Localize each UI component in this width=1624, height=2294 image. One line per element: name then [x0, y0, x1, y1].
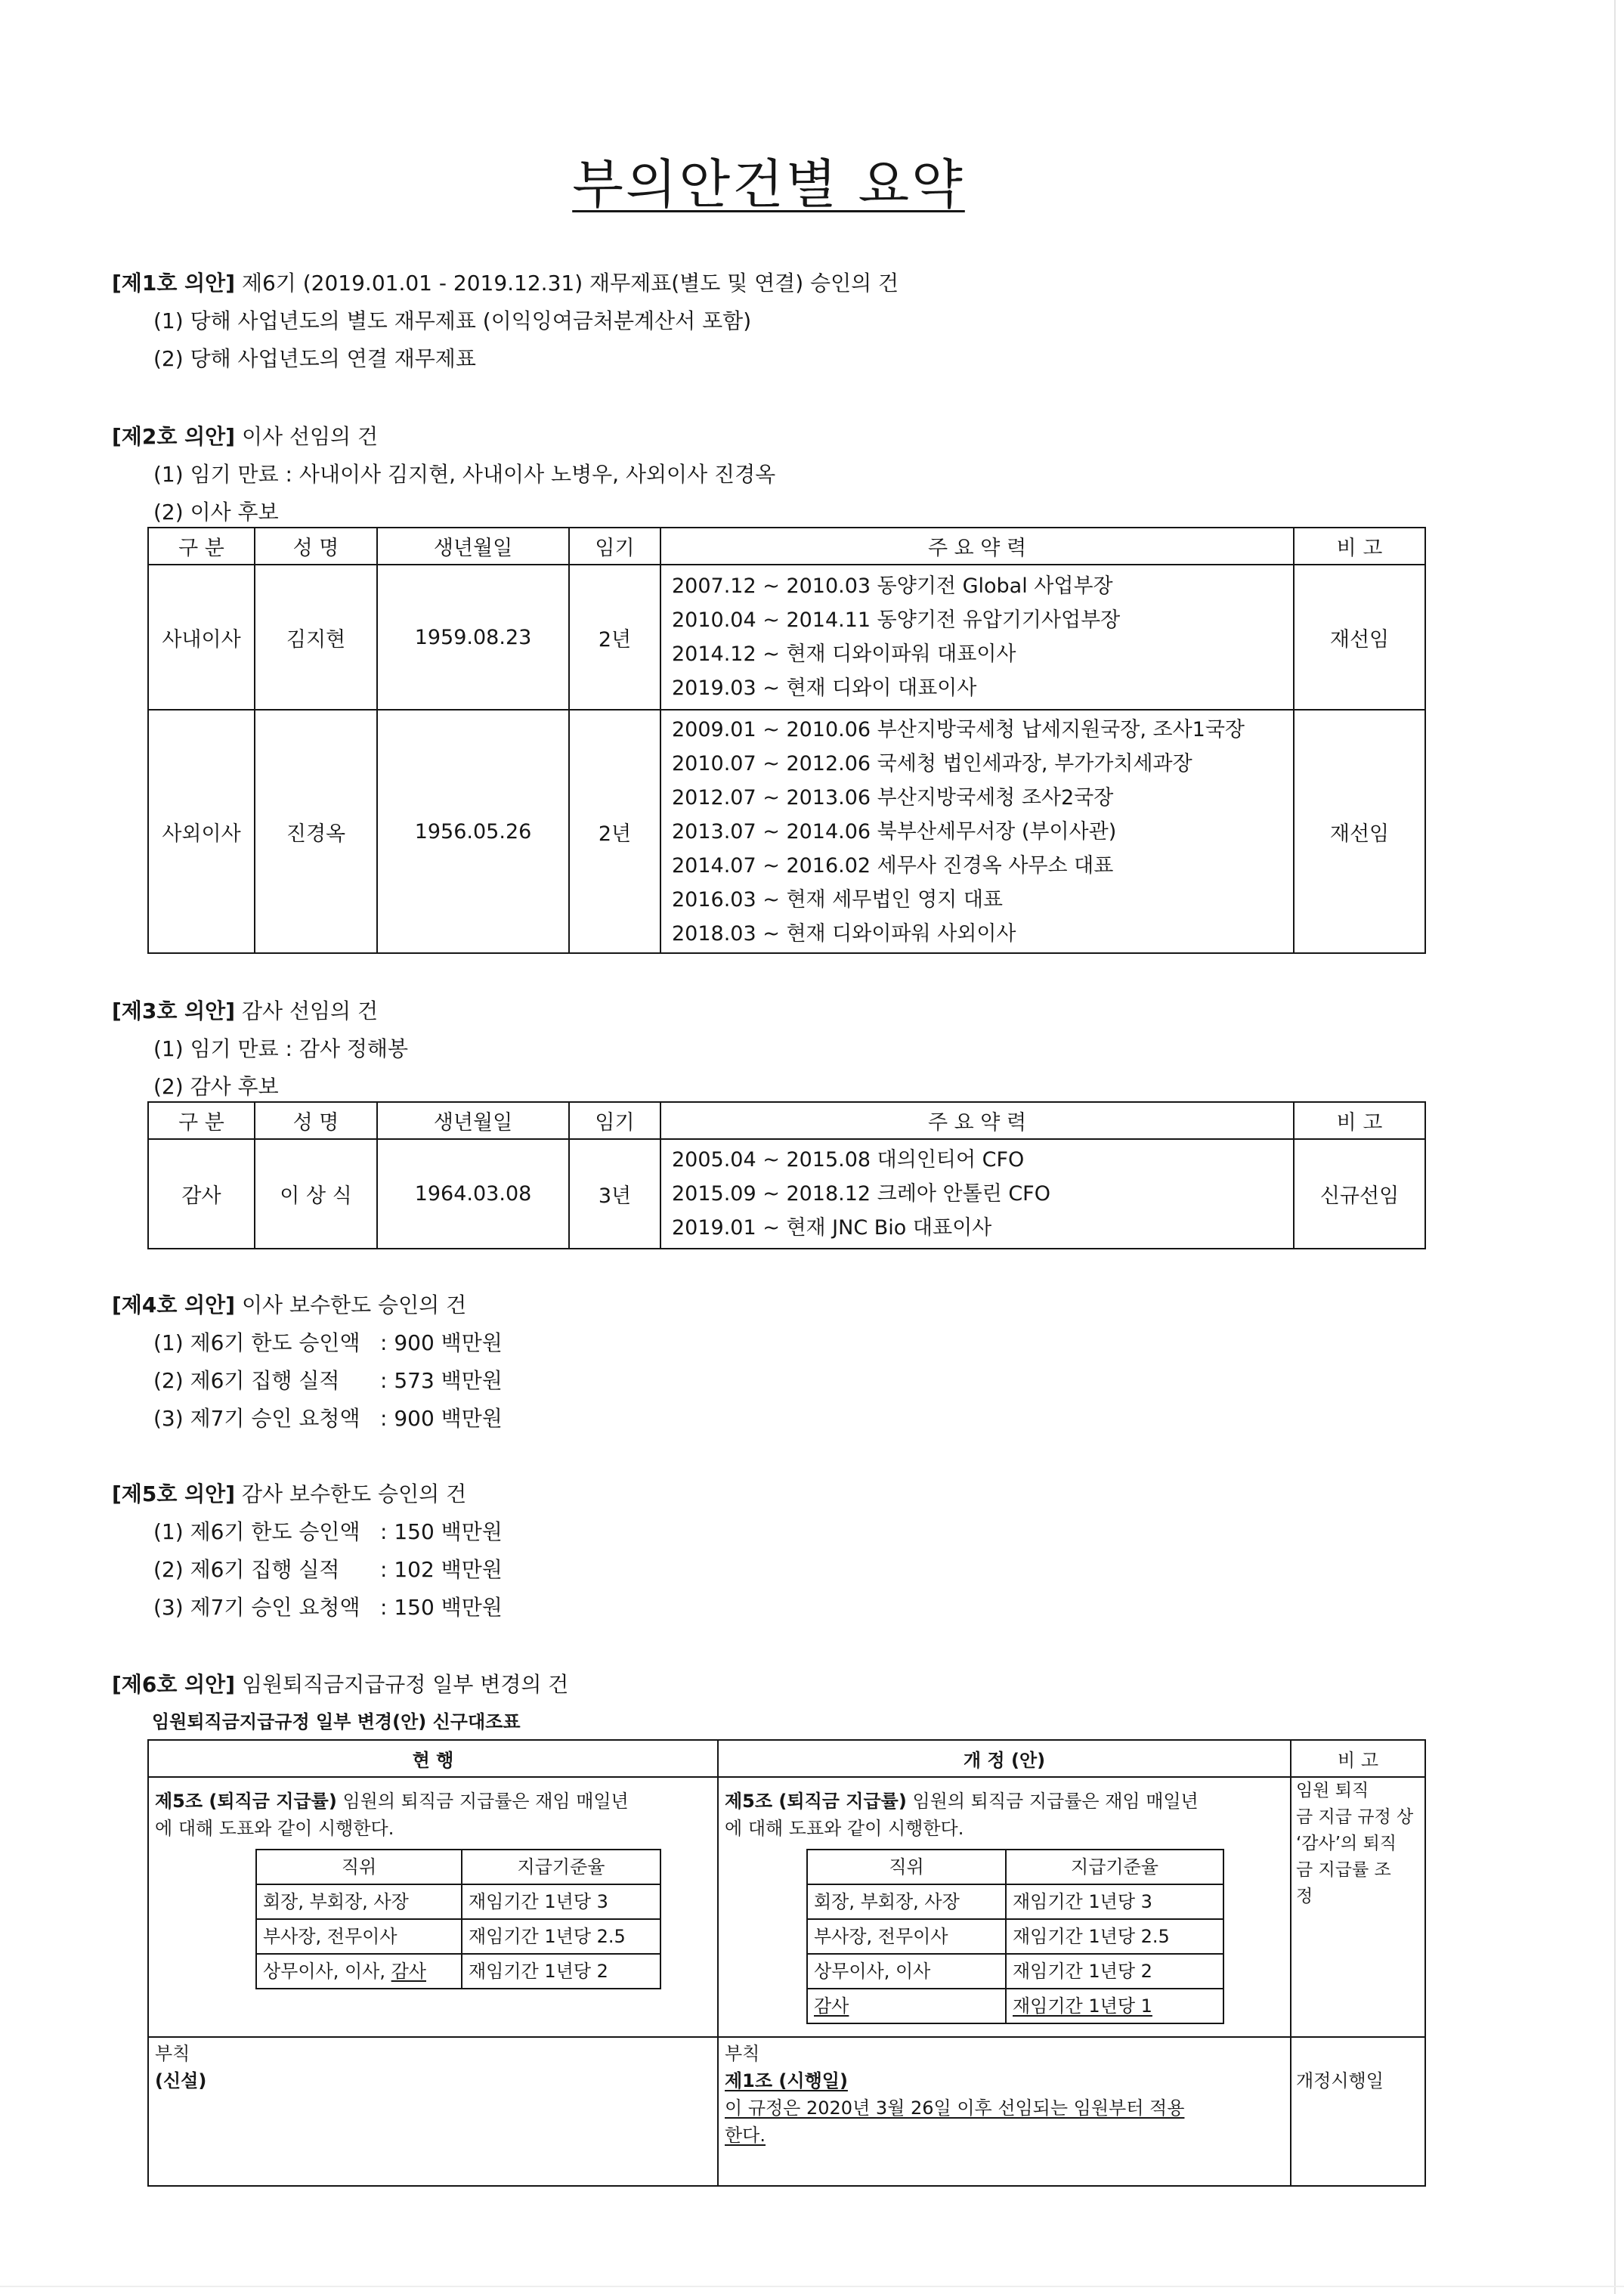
cell-position: 상무이사, 이사 — [807, 1954, 1006, 1989]
rate-row — [807, 1884, 1223, 1919]
career-line: 2014.07 ~ 2016.02 세무사 진경옥 사무소 대표 — [672, 853, 1114, 878]
agenda-2-title: 이사 선임의 건 — [241, 424, 379, 449]
addendum-text-line — [725, 2094, 1284, 2122]
agenda-1-heading — [112, 265, 899, 302]
cell-rate: 재임기간 1년당 2 — [1006, 1954, 1223, 1989]
agenda-2-label: [제2호 의안] — [112, 424, 236, 449]
article-text: 임원의 퇴직금 지급률은 재임 매일년 — [912, 1791, 1199, 1812]
col-header-category: 구 분 — [148, 528, 255, 565]
cell-career — [660, 565, 1294, 710]
item-value: : 150 백만원 — [380, 1519, 503, 1544]
agenda-5-label: [제5호 의안] — [112, 1481, 236, 1506]
career-line: 2019.03 ~ 현재 디와이 대표이사 — [672, 676, 977, 700]
current-article5-cell — [148, 1777, 718, 2037]
agenda-6-label: [제6호 의안] — [112, 1672, 236, 1697]
position-text-underlined: 감사 — [391, 1961, 426, 1982]
comparison-table-title: 임원퇴직금지급규정 일부 변경(안) 신구대조표 — [152, 1711, 521, 1732]
agenda-5-title: 감사 보수한도 승인의 건 — [241, 1481, 467, 1506]
table-header-row — [148, 528, 1425, 565]
career-line: 2010.07 ~ 2012.06 국세청 법인세과장, 부가가치세과장 — [672, 751, 1192, 776]
col-header-name: 성 명 — [255, 528, 377, 565]
table-header-row — [148, 1740, 1425, 1777]
agenda-5-section — [112, 1475, 503, 1627]
cell-category: 감사 — [148, 1139, 255, 1249]
agenda-4-item — [112, 1324, 503, 1362]
addendum-heading: 부칙 — [725, 2043, 760, 2064]
col-header-name: 성 명 — [255, 1102, 377, 1139]
addendum-heading: 부칙 — [155, 2043, 190, 2064]
col-header-amended: 개 정 (안) — [718, 1740, 1291, 1777]
addendum-text: (신설) — [155, 2070, 207, 2091]
agenda-4-title: 이사 보수한도 승인의 건 — [241, 1293, 467, 1317]
agenda-5-item — [112, 1589, 503, 1627]
amended-rate-table — [806, 1849, 1224, 2024]
cell-name: 김지현 — [255, 565, 377, 710]
cell-position: 부사장, 전무이사 — [807, 1919, 1006, 1954]
career-line: 2018.03 ~ 현재 디와이파워 사외이사 — [672, 921, 1016, 946]
col-header-current: 현 행 — [148, 1740, 718, 1777]
addendum-text: 이 규정은 2020년 3월 26일 이후 선임되는 임원부터 적용 — [725, 2097, 1185, 2119]
career-line: 2007.12 ~ 2010.03 동양기전 Global 사업부장 — [672, 574, 1113, 598]
note-line: 금 지급 규정 상 — [1296, 1807, 1414, 1827]
col-header-note: 비 고 — [1294, 528, 1425, 565]
agenda-4-heading — [112, 1286, 503, 1324]
table-row — [148, 2037, 1425, 2186]
rate-row — [256, 1884, 660, 1919]
cell-birthdate: 1964.03.08 — [377, 1139, 569, 1249]
rate-row — [256, 1919, 660, 1954]
cell-term: 2년 — [569, 710, 660, 953]
table-row — [148, 565, 1425, 710]
note-line: 정 — [1296, 1887, 1313, 1906]
addendum-article: 제1조 (시행일) — [725, 2070, 848, 2091]
addendum-article-line — [725, 2067, 1284, 2094]
career-line: 2015.09 ~ 2018.12 크레아 안톨린 CFO — [672, 1182, 1050, 1206]
page-title: 부의안건별 요약 — [572, 153, 965, 215]
cell-birthdate: 1959.08.23 — [377, 565, 569, 710]
agenda-5-item — [112, 1551, 503, 1589]
agenda-3-label: [제3호 의안] — [112, 998, 236, 1023]
agenda-2-item: (2) 이사 후보 — [153, 500, 279, 525]
cell-position — [256, 1954, 462, 1989]
cell-name: 진경옥 — [255, 710, 377, 953]
agenda-3-item: (1) 임기 만료 : 감사 정해봉 — [153, 1036, 409, 1061]
cell-note: 재선임 — [1294, 565, 1425, 710]
col-header-career: 주 요 약 력 — [660, 1102, 1294, 1139]
item-label: (1) 제6기 한도 승인액 — [153, 1519, 360, 1544]
agenda-2-heading — [112, 418, 775, 456]
current-addendum-cell — [148, 2037, 718, 2186]
addendum-text-line — [725, 2122, 1284, 2149]
item-value: : 900 백만원 — [380, 1406, 503, 1431]
rate-text-underlined: 재임기간 1년당 1 — [1013, 1995, 1152, 2017]
career-line: 2016.03 ~ 현재 세무법인 영지 대표 — [672, 887, 1004, 912]
col-header-position: 직위 — [807, 1850, 1006, 1884]
scan-edge-right — [1614, 0, 1616, 2294]
cell-term: 3년 — [569, 1139, 660, 1249]
cell-rate: 재임기간 1년당 2.5 — [462, 1919, 660, 1954]
col-header-rate: 지급기준율 — [462, 1850, 660, 1884]
agenda-3-section — [112, 992, 408, 1106]
col-header-birthdate: 생년월일 — [377, 528, 569, 565]
table-row — [148, 1777, 1425, 2037]
career-line: 2014.12 ~ 현재 디와이파워 대표이사 — [672, 642, 1016, 666]
agenda-3-title: 감사 선임의 건 — [241, 998, 379, 1023]
item-value: : 900 백만원 — [380, 1330, 503, 1355]
agenda-5-heading — [112, 1475, 503, 1513]
addendum-note: 개정시행일 — [1296, 2070, 1384, 2091]
agenda-1-title: 제6기 (2019.01.01 - 2019.12.31) 재무제표(별도 및 연결) 승인의 건 — [241, 271, 899, 296]
agenda-1-label: [제1호 의안] — [112, 271, 236, 296]
agenda-6-title: 임원퇴직금지급규정 일부 변경의 건 — [241, 1672, 569, 1697]
career-line: 2012.07 ~ 2013.06 부산지방국세청 조사2국장 — [672, 785, 1114, 810]
agenda-1-item: (2) 당해 사업년도의 연결 재무제표 — [153, 346, 476, 371]
amended-addendum-cell — [718, 2037, 1291, 2186]
rate-row — [807, 1919, 1223, 1954]
amended-article5-cell — [718, 1777, 1291, 2037]
cell-career — [660, 710, 1294, 953]
col-header-term: 임기 — [569, 528, 660, 565]
article-heading: 제5조 (퇴직금 지급률) — [725, 1791, 907, 1812]
cell-position: 부사장, 전무이사 — [256, 1919, 462, 1954]
addendum-text: 한다. — [725, 2125, 766, 2146]
agenda-1-item: (1) 당해 사업년도의 별도 재무제표 (이익잉여금처분계산서 포함) — [153, 308, 752, 333]
cell-category: 사내이사 — [148, 565, 255, 710]
cell-rate: 재임기간 1년당 2 — [462, 1954, 660, 1989]
position-text: 상무이사, 이사, — [263, 1961, 391, 1982]
position-text-underlined: 감사 — [814, 1995, 849, 2017]
addendum-note-cell — [1291, 2037, 1425, 2186]
article-text-line: 에 대해 도표와 같이 시행한다. — [725, 1818, 964, 1839]
note-line: 금 지급률 조 — [1296, 1860, 1391, 1880]
cell-category: 사외이사 — [148, 710, 255, 953]
col-header-birthdate: 생년월일 — [377, 1102, 569, 1139]
agenda-3-heading — [112, 992, 408, 1030]
cell-rate — [1006, 1989, 1223, 2023]
rate-header-row — [807, 1850, 1223, 1884]
agenda-2-section — [112, 418, 775, 531]
item-value: : 150 백만원 — [380, 1595, 503, 1620]
cell-rate: 재임기간 1년당 3 — [462, 1884, 660, 1919]
item-label: (1) 제6기 한도 승인액 — [153, 1330, 360, 1355]
regulation-comparison-table — [147, 1739, 1426, 2187]
scan-edge-bottom — [0, 2286, 1624, 2287]
col-header-note: 비 고 — [1294, 1102, 1425, 1139]
col-header-term: 임기 — [569, 1102, 660, 1139]
auditor-candidate-table — [147, 1101, 1426, 1249]
item-value: : 102 백만원 — [380, 1557, 503, 1582]
table-header-row — [148, 1102, 1425, 1139]
article-text-line: 에 대해 도표와 같이 시행한다. — [155, 1818, 394, 1839]
agenda-4-item — [112, 1400, 503, 1438]
agenda-3-item: (2) 감사 후보 — [153, 1074, 279, 1099]
item-label: (3) 제7기 승인 요청액 — [153, 1406, 360, 1431]
agenda-6-heading — [112, 1666, 568, 1704]
rate-row — [256, 1954, 660, 1989]
table-row — [148, 710, 1425, 953]
col-header-rate: 지급기준율 — [1006, 1850, 1223, 1884]
cell-position — [807, 1989, 1006, 2023]
agenda-1-section — [112, 265, 899, 378]
agenda-4-item — [112, 1362, 503, 1400]
rate-row — [807, 1954, 1223, 1989]
note-line: 임원 퇴직 — [1296, 1781, 1369, 1800]
rate-header-row — [256, 1850, 660, 1884]
col-header-category: 구 분 — [148, 1102, 255, 1139]
career-line: 2005.04 ~ 2015.08 대의인티어 CFO — [672, 1148, 1025, 1172]
article-heading: 제5조 (퇴직금 지급률) — [155, 1791, 337, 1812]
career-line: 2010.04 ~ 2014.11 동양기전 유압기기사업부장 — [672, 608, 1121, 632]
article-text-line — [725, 1788, 1284, 1815]
cell-note: 재선임 — [1294, 710, 1425, 953]
career-line: 2013.07 ~ 2014.06 북부산세무서장 (부이사관) — [672, 819, 1117, 844]
note-line: ‘감사’의 퇴직 — [1296, 1834, 1397, 1853]
career-line: 2019.01 ~ 현재 JNC Bio 대표이사 — [672, 1216, 992, 1240]
current-rate-table — [255, 1849, 661, 1989]
cell-rate: 재임기간 1년당 3 — [1006, 1884, 1223, 1919]
agenda-4-section — [112, 1286, 503, 1438]
cell-note: 신규선임 — [1294, 1139, 1425, 1249]
article-text-line — [155, 1788, 711, 1815]
rate-row — [807, 1989, 1223, 2023]
cell-rate: 재임기간 1년당 2.5 — [1006, 1919, 1223, 1954]
director-candidates-table — [147, 527, 1426, 954]
cell-position: 회장, 부회장, 사장 — [256, 1884, 462, 1919]
cell-name: 이 상 식 — [255, 1139, 377, 1249]
agenda-4-label: [제4호 의안] — [112, 1293, 236, 1317]
col-header-note: 비 고 — [1291, 1740, 1425, 1777]
item-label: (2) 제6기 집행 실적 — [153, 1557, 340, 1582]
cell-term: 2년 — [569, 565, 660, 710]
career-line: 2009.01 ~ 2010.06 부산지방국세청 납세지원국장, 조사1국장 — [672, 717, 1245, 741]
cell-birthdate: 1956.05.26 — [377, 710, 569, 953]
table-row — [148, 1139, 1425, 1249]
col-header-career: 주 요 약 력 — [660, 528, 1294, 565]
agenda-5-item — [112, 1513, 503, 1551]
cell-position: 회장, 부회장, 사장 — [807, 1884, 1006, 1919]
article-text: 임원의 퇴직금 지급률은 재임 매일년 — [342, 1791, 629, 1812]
agenda-2-item: (1) 임기 만료 : 사내이사 김지현, 사내이사 노병우, 사외이사 진경옥 — [153, 462, 776, 487]
agenda-6-section — [112, 1666, 568, 1704]
article5-note-cell — [1291, 1777, 1425, 2037]
item-label: (2) 제6기 집행 실적 — [153, 1368, 340, 1393]
item-label: (3) 제7기 승인 요청액 — [153, 1595, 360, 1620]
col-header-position: 직위 — [256, 1850, 462, 1884]
item-value: : 573 백만원 — [380, 1368, 503, 1393]
cell-career — [660, 1139, 1294, 1249]
